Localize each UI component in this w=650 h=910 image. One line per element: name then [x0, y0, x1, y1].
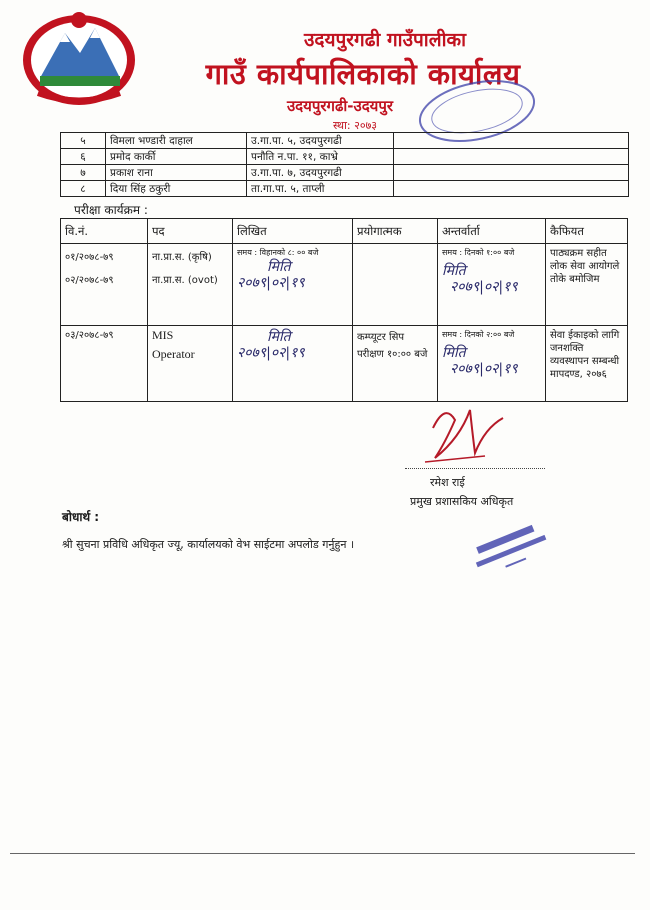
name-stamp [470, 515, 560, 585]
col-header-written: लिखित [233, 219, 353, 244]
practical-cell: कम्प्यूटर सिप परीक्षण १०:०० बजे [353, 326, 438, 402]
candidate-extra [394, 149, 629, 165]
candidate-extra [394, 133, 629, 149]
signature-line [405, 468, 545, 469]
handwritten-date: २०७९|०२|१९ [450, 361, 518, 377]
remarks-cell: पाठ्यक्रम सहीत लोक सेवा आयोगले तोके बमोजिम [546, 244, 628, 326]
table-row [61, 133, 629, 149]
post-cell [148, 244, 233, 326]
candidate-address: पनौति न.पा. ११, काभ्रे [247, 149, 394, 165]
post-value: ना.प्रा.स. (कृषि) [152, 252, 212, 263]
candidate-table [60, 132, 629, 197]
handwritten-date-label: मिति [267, 329, 291, 345]
handwritten-date-label: मिति [267, 259, 291, 275]
municipality-emblem [20, 8, 138, 108]
table-row [61, 326, 628, 402]
candidate-sn: ८ [61, 181, 106, 197]
post-value: MIS [152, 328, 174, 342]
interview-cell [438, 326, 546, 402]
office-title: गाउँ कार्यपालिकाको कार्यालय [205, 57, 521, 91]
written-cell [233, 244, 353, 326]
candidate-extra [394, 181, 629, 197]
col-header-remarks: कैफियत [546, 219, 628, 244]
remarks-cell: सेवा ईकाइको लागि जनशक्ति व्यवस्थापन सम्बन्धी मापदण्ड, २०७६ [546, 326, 628, 402]
candidate-address: उ.गा.पा. ५, उदयपुरगढी [247, 133, 394, 149]
handwritten-date: २०७९|०२|१९ [237, 275, 305, 291]
candidate-extra [394, 165, 629, 181]
col-header-practical: प्रयोगात्मक [353, 219, 438, 244]
interview-cell [438, 244, 546, 326]
col-header-post: पद [148, 219, 233, 244]
signatory-name: रमेश राई [430, 476, 465, 489]
sn-value: ०२/२०७८-७९ [65, 275, 114, 286]
post-value: ना.प्रा.स. (ovot) [152, 275, 218, 286]
col-header-sn: वि.नं. [61, 219, 148, 244]
interview-time: समय : दिनको १:०० बजे [442, 248, 515, 257]
written-cell [233, 326, 353, 402]
post-cell [148, 326, 233, 402]
notice-heading: बोधार्थ : [62, 510, 100, 524]
sn-cell [61, 244, 148, 326]
footer-rule [10, 853, 635, 854]
candidate-name: दिया सिंह ठकुरी [106, 181, 247, 197]
handwritten-date-label: मिति [442, 345, 466, 361]
sn-cell: ०३/२०७८-७९ [61, 326, 148, 402]
candidate-sn: ६ [61, 149, 106, 165]
signature [415, 398, 515, 466]
candidate-name: प्रमोद कार्की [106, 149, 247, 165]
signatory-designation: प्रमुख प्रशासकिय अधिकृत [410, 495, 514, 508]
table-row [61, 181, 629, 197]
candidate-sn: ५ [61, 133, 106, 149]
established-year: स्था: २०७३ [332, 119, 378, 132]
table-row [61, 149, 629, 165]
written-time: समय : विहानको ८: ०० बजे [237, 248, 319, 257]
notice-text: श्री सुचना प्रविधि अधिकृत ज्यू, कार्यालयको वेभ साईटमा अपलोड गर्नुहुन । [62, 538, 355, 551]
candidate-sn: ७ [61, 165, 106, 181]
handwritten-date-label: मिति [442, 263, 466, 279]
schedule-title: परीक्षा कार्यक्रम : [74, 203, 148, 217]
interview-time: समय : दिनको २:०० बजे [442, 330, 515, 339]
col-header-interview: अन्तर्वार्ता [438, 219, 546, 244]
exam-schedule-table [60, 218, 628, 402]
sn-value: ०१/२०७८-७९ [65, 252, 114, 263]
handwritten-date: २०७९|०२|१९ [237, 345, 305, 361]
table-row [61, 165, 629, 181]
candidate-name: प्रकाश राना [106, 165, 247, 181]
table-row [61, 244, 628, 326]
municipality-name: उदयपुरगढी गाउँपालीका [303, 29, 467, 51]
candidate-name: विमला भण्डारी दाहाल [106, 133, 247, 149]
table-header-row [61, 219, 628, 244]
candidate-address: उ.गा.पा. ७, उदयपुरगढी [247, 165, 394, 181]
office-address: उदयपुरगढी-उदयपुर [286, 97, 394, 115]
practical-cell [353, 244, 438, 326]
post-value: Operator [152, 347, 195, 361]
handwritten-date: २०७९|०२|१९ [450, 279, 518, 295]
candidate-address: ता.गा.पा. ५, ताप्ली [247, 181, 394, 197]
